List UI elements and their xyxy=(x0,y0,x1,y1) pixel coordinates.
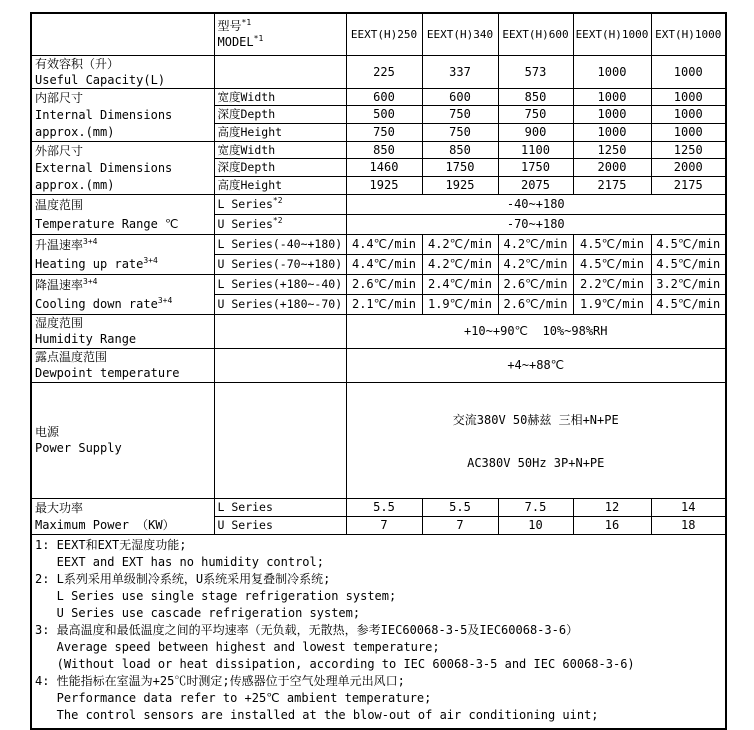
max-power-u-value: 7 xyxy=(346,516,422,534)
heating-l-row xyxy=(31,234,726,254)
max-power-l-value: 12 xyxy=(573,498,651,516)
sub-label-l-series: L Series$^{*2}$ xyxy=(214,194,346,214)
row-header-cooling xyxy=(31,274,214,314)
row-label-en: Useful Capacity(L) xyxy=(35,72,166,87)
empty-cell xyxy=(214,382,346,498)
cooling-u-value: 1.9℃/min xyxy=(573,294,651,314)
capacity-value: 337 xyxy=(422,55,498,88)
cooling-u-value: 1.9℃/min xyxy=(422,294,498,314)
row-header-temp-range xyxy=(31,194,214,234)
row-label-en: Internal Dimensions xyxy=(35,107,173,122)
model-column-header: EEXT(H)600 xyxy=(498,13,573,55)
sub-label-u-series-range: U Series(+180~-70) xyxy=(214,294,346,314)
row-label-en: Power Supply xyxy=(35,441,122,455)
heating-u-value: 4.5℃/min xyxy=(651,254,726,274)
capacity-row xyxy=(31,55,726,88)
row-header-humidity xyxy=(31,314,214,348)
row-header-max-power xyxy=(31,498,214,534)
model-column-header: EEXT(H)340 xyxy=(422,13,498,55)
external-depth-value: 1460 xyxy=(346,159,422,177)
external-depth-value: 2000 xyxy=(651,159,726,177)
sub-label-width: 宽度Width xyxy=(214,141,346,159)
humidity-value: +10~+90℃ 10%~98%RH xyxy=(346,314,726,348)
max-power-l-value: 5.5 xyxy=(422,498,498,516)
external-height-value: 1925 xyxy=(422,176,498,194)
cooling-l-row xyxy=(31,274,726,294)
footnote-line: (Without load or heat dissipation, according to IEC 60068-3-5 and IEC 60068-3-6) xyxy=(35,656,635,671)
capacity-value: 225 xyxy=(346,55,422,88)
row-header-internal xyxy=(31,88,214,141)
sub-label-depth: 深度Depth xyxy=(214,106,346,124)
footnote-line: Performance data refer to +25℃ ambient temperature; xyxy=(35,690,432,705)
internal-depth-value: 500 xyxy=(346,106,422,124)
cooling-u-value: 2.1℃/min xyxy=(346,294,422,314)
power-supply-row xyxy=(31,382,726,498)
row-label-en2: approx.(mm) xyxy=(35,177,115,192)
cooling-l-value: 2.6℃/min xyxy=(346,274,422,294)
sub-label-l-series: L Series xyxy=(214,498,346,516)
model-column-header: EXT(H)1000 xyxy=(651,13,726,55)
row-header-dewpoint xyxy=(31,348,214,382)
internal-height-value: 900 xyxy=(498,123,573,141)
row-label-cn: 降温速率$^{3+4}$ xyxy=(35,276,98,292)
heating-u-value: 4.2℃/min xyxy=(422,254,498,274)
external-depth-value: 1750 xyxy=(422,159,498,177)
empty-cell xyxy=(214,55,346,88)
humidity-row xyxy=(31,314,726,348)
heating-u-value: 4.2℃/min xyxy=(498,254,573,274)
external-height-value: 2175 xyxy=(651,176,726,194)
rate-note: 3+4 xyxy=(157,295,173,305)
sub-label-u-series-range: U Series(-70~+180) xyxy=(214,254,346,274)
row-label-en: External Dimensions xyxy=(35,160,173,175)
row-label-cn: 升温速率$^{3+4}$ xyxy=(35,236,98,252)
row-label-cn: 电源 xyxy=(35,425,60,439)
internal-width-value: 600 xyxy=(346,88,422,106)
temp-range-u-value: -70~+180 xyxy=(346,214,726,234)
cooling-u-value: 2.6℃/min xyxy=(498,294,573,314)
power-supply-value-cn: 交流380V 50赫兹 三相+N+PE xyxy=(452,412,619,427)
model-label-en: MODEL$^{*1}$ xyxy=(217,34,264,50)
header-row xyxy=(31,13,726,55)
row-label-cn: 露点温度范围 xyxy=(35,350,108,364)
dewpoint-value: +4~+88℃ xyxy=(346,348,726,382)
heating-l-value: 4.2℃/min xyxy=(422,234,498,254)
footnote-line: 4: 性能指标在室温为+25℃时测定;传感器位于空气处理单元出风口; xyxy=(35,673,405,688)
max-power-l-value: 7.5 xyxy=(498,498,573,516)
footnote-line: EEXT and EXT has no humidity control; xyxy=(35,554,324,569)
heating-l-value: 4.2℃/min xyxy=(498,234,573,254)
rate-note: 3+4 xyxy=(143,255,158,265)
power-supply-value-en: AC380V 50Hz 3P+N+PE xyxy=(467,455,605,470)
internal-width-value: 600 xyxy=(422,88,498,106)
row-label-en: Temperature Range ℃ xyxy=(35,216,179,231)
internal-height-value: 1000 xyxy=(651,123,726,141)
heating-l-value: 4.5℃/min xyxy=(651,234,726,254)
internal-height-value: 1000 xyxy=(573,123,651,141)
internal-depth-value: 750 xyxy=(498,106,573,124)
external-width-value: 850 xyxy=(346,141,422,159)
row-label-cn: 湿度范围 xyxy=(35,316,84,330)
row-header-heating xyxy=(31,234,214,274)
row-label-cn: 有效容积（升） xyxy=(35,56,120,71)
max-power-u-value: 10 xyxy=(498,516,573,534)
footnotes-row xyxy=(31,534,726,729)
external-width-row xyxy=(31,141,726,159)
sub-label-l-series-range: L Series(+180~-40) xyxy=(214,274,346,294)
heating-l-value: 4.4℃/min xyxy=(346,234,422,254)
sub-label-height: 高度Height xyxy=(214,176,346,194)
capacity-value: 573 xyxy=(498,55,573,88)
row-label-cn: 内部尺寸 xyxy=(35,90,84,105)
internal-height-value: 750 xyxy=(346,123,422,141)
row-header-external xyxy=(31,141,214,194)
model-column-header: EEXT(H)1000 xyxy=(573,13,651,55)
cooling-u-value: 4.5℃/min xyxy=(651,294,726,314)
cooling-l-value: 2.2℃/min xyxy=(573,274,651,294)
series-note: *2 xyxy=(272,196,283,206)
footnote-line: The control sensors are installed at the blow-out of air conditioning uint; xyxy=(35,707,599,722)
capacity-value: 1000 xyxy=(651,55,726,88)
row-label-cn: 温度范围 xyxy=(35,197,84,212)
footnote-line: 2: L系列采用单级制冷系统，U系统采用复叠制冷系统; xyxy=(35,571,331,586)
spec-table xyxy=(30,12,727,730)
model-label-cn: 型号$^{*1}$ xyxy=(217,18,252,34)
empty-cell xyxy=(214,314,346,348)
cooling-l-value: 2.4℃/min xyxy=(422,274,498,294)
internal-width-value: 1000 xyxy=(651,88,726,106)
footnote-line: Average speed between highest and lowest temperature; xyxy=(35,639,440,654)
sub-label-height: 高度Height xyxy=(214,123,346,141)
external-width-value: 1250 xyxy=(651,141,726,159)
model-note: *1 xyxy=(253,34,264,44)
dewpoint-row xyxy=(31,348,726,382)
corner-cell xyxy=(31,13,214,55)
row-header-capacity xyxy=(31,55,214,88)
max-power-l-row xyxy=(31,498,726,516)
rate-note: 3+4 xyxy=(83,276,98,286)
heating-u-value: 4.5℃/min xyxy=(573,254,651,274)
cooling-l-value: 3.2℃/min xyxy=(651,274,726,294)
sub-label-u-series: U Series$^{*2}$ xyxy=(214,214,346,234)
internal-height-value: 750 xyxy=(422,123,498,141)
internal-depth-value: 1000 xyxy=(651,106,726,124)
model-note: *1 xyxy=(241,18,252,28)
rate-note: 3+4 xyxy=(83,236,98,246)
heating-u-value: 4.4℃/min xyxy=(346,254,422,274)
footnote-line: 1: EEXT和EXT无湿度功能; xyxy=(35,537,187,552)
internal-width-row xyxy=(31,88,726,106)
external-height-value: 1925 xyxy=(346,176,422,194)
power-supply-value xyxy=(346,382,726,498)
sub-label-u-series: U Series xyxy=(214,516,346,534)
max-power-l-value: 14 xyxy=(651,498,726,516)
external-depth-value: 1750 xyxy=(498,159,573,177)
internal-width-value: 850 xyxy=(498,88,573,106)
row-label-cn: 外部尺寸 xyxy=(35,143,84,158)
max-power-u-value: 16 xyxy=(573,516,651,534)
cooling-l-value: 2.6℃/min xyxy=(498,274,573,294)
sub-label-width: 宽度Width xyxy=(214,88,346,106)
max-power-u-value: 7 xyxy=(422,516,498,534)
external-width-value: 1100 xyxy=(498,141,573,159)
external-height-value: 2175 xyxy=(573,176,651,194)
row-label-en: Heating up rate$^{3+4}$ xyxy=(35,255,158,271)
heating-l-value: 4.5℃/min xyxy=(573,234,651,254)
capacity-value: 1000 xyxy=(573,55,651,88)
series-note: *2 xyxy=(272,216,283,226)
model-column-header: EEXT(H)250 xyxy=(346,13,422,55)
internal-depth-value: 1000 xyxy=(573,106,651,124)
temp-range-l-row xyxy=(31,194,726,214)
model-label-cell xyxy=(214,13,346,55)
external-width-value: 1250 xyxy=(573,141,651,159)
row-label-cn: 最大功率 xyxy=(35,500,84,515)
empty-cell xyxy=(214,348,346,382)
internal-width-value: 1000 xyxy=(573,88,651,106)
row-label-en: Maximum Power （KW） xyxy=(35,517,175,532)
external-height-value: 2075 xyxy=(498,176,573,194)
temp-range-l-value: -40~+180 xyxy=(346,194,726,214)
footnote-line: 3: 最高温度和最低温度之间的平均速率（无负载，无散热，参考IEC60068-3-5及IEC60068-3-6） xyxy=(35,622,579,637)
row-label-en2: approx.(mm) xyxy=(35,124,115,139)
footnote-line: L Series use single stage refrigeration system; xyxy=(35,588,397,603)
sub-label-depth: 深度Depth xyxy=(214,159,346,177)
footnote-line: U Series use cascade refrigeration system; xyxy=(35,605,361,620)
footnotes-cell xyxy=(31,534,726,729)
max-power-u-value: 18 xyxy=(651,516,726,534)
internal-depth-value: 750 xyxy=(422,106,498,124)
external-width-value: 850 xyxy=(422,141,498,159)
row-header-power-supply xyxy=(31,382,214,498)
sub-label-l-series-range: L Series(-40~+180) xyxy=(214,234,346,254)
row-label-en: Humidity Range xyxy=(35,332,137,346)
external-depth-value: 2000 xyxy=(573,159,651,177)
max-power-l-value: 5.5 xyxy=(346,498,422,516)
row-label-en: Cooling down rate$^{3+4}$ xyxy=(35,295,173,311)
row-label-en: Dewpoint temperature xyxy=(35,366,180,380)
